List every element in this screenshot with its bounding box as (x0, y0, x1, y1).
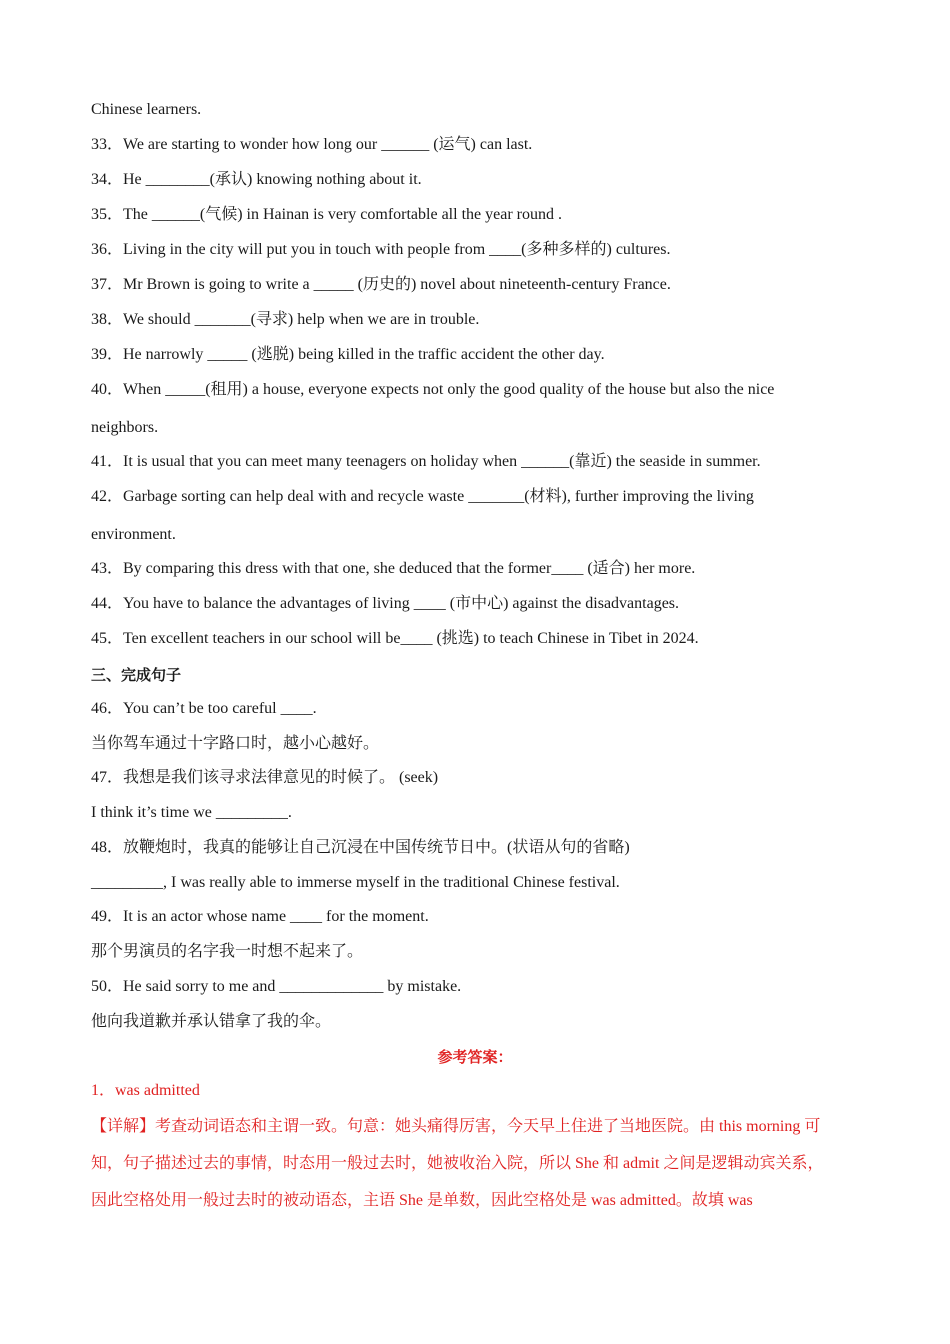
question-50-cn: 他向我道歉并承认错拿了我的伞。 (91, 1013, 332, 1030)
answer-detail-line: 因此空格处用一般过去时的被动语态，主语 She 是单数，因此空格处是 was admitted。故填 was (91, 1192, 753, 1209)
text-line: Chinese learners. (91, 101, 202, 118)
answer-detail-line: 知，句子描述过去的事情，时态用一般过去时，她被收治入院，所以 She 和 admit 之间是逻辑动宾关系， (91, 1155, 824, 1172)
answer-1: 1．was admitted (91, 1082, 200, 1099)
question-47: 47．我想是我们该寻求法律意见的时候了。 (seek) (91, 769, 439, 786)
question-34: 34．He ________(承认) knowing nothing about it. (91, 171, 422, 188)
question-44: 44．You have to balance the advantages of living ____ (市中心) against the disadvantages. (91, 595, 680, 612)
question-48-en: _________, I was really able to immerse myself in the traditional Chinese festival. (91, 874, 620, 891)
question-47-en: I think it’s time we _________. (91, 804, 292, 821)
question-38: 38．We should _______(寻求) help when we are in trouble. (91, 311, 480, 328)
question-33: 33．We are starting to wonder how long our ______ (运气) can last. (91, 136, 533, 153)
question-40: 40．When _____(租用) a house, everyone expects not only the good quality of the house but also the nice (91, 381, 775, 398)
question-37: 37．Mr Brown is going to write a _____ (历史的) novel about nineteenth-century France. (91, 276, 671, 293)
question-46: 46．You can’t be too careful ____. (91, 700, 317, 717)
question-42-cont: environment. (91, 526, 176, 543)
question-40-cont: neighbors. (91, 419, 159, 436)
question-48: 48．放鞭炮时，我真的能够让自己沉浸在中国传统节日中。(状语从句的省略) (91, 839, 630, 856)
question-39: 39．He narrowly _____ (逃脱) being killed in the traffic accident the other day. (91, 346, 605, 363)
section-heading: 三、完成句子 (91, 666, 182, 684)
question-49-cn: 那个男演员的名字我一时想不起来了。 (91, 943, 364, 960)
question-50: 50．He said sorry to me and _____________ by mistake. (91, 978, 462, 995)
question-49: 49．It is an actor whose name ____ for the moment. (91, 908, 429, 925)
question-41: 41．It is usual that you can meet many teenagers on holiday when ______(靠近) the seaside in summer. (91, 453, 761, 470)
question-36: 36．Living in the city will put you in touch with people from ____(多种多样的) cultures. (91, 241, 671, 258)
answer-title: 参考答案： (437, 1048, 513, 1066)
question-35: 35．The ______(气候) in Hainan is very comfortable all the year round . (91, 206, 562, 223)
question-42: 42．Garbage sorting can help deal with and recycle waste _______(材料), further improving the living (91, 488, 754, 505)
question-45: 45．Ten excellent teachers in our school will be____ (挑选) to teach Chinese in Tibet in 2024. (91, 630, 699, 647)
answer-detail-line: 【详解】考查动词语态和主谓一致。句意：她头痛得厉害，今天早上住进了当地医院。由 this morning 可 (91, 1118, 821, 1135)
question-43: 43．By comparing this dress with that one, she deduced that the former____ (适合) her more. (91, 560, 696, 577)
question-46-cn: 当你驾车通过十字路口时，越小心越好。 (91, 735, 380, 752)
